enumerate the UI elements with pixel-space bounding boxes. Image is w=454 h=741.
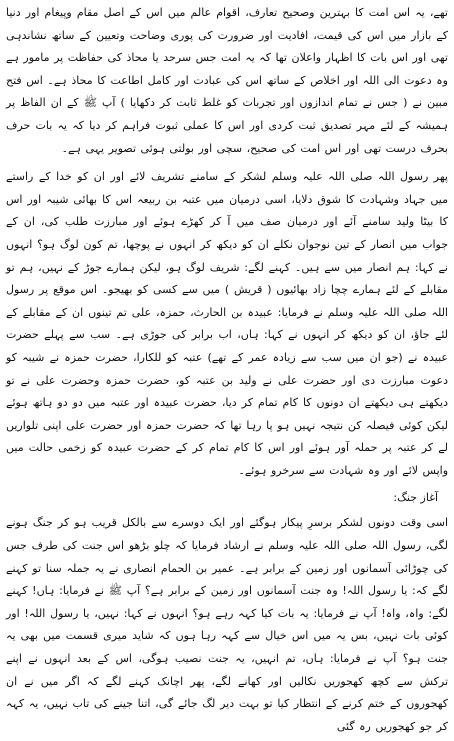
- paragraph-intro: تھے، یہ اس امت کا بہترین وصحیح تعارف، اقوام عالم میں اس کے اصل مقام وپیغام اور دنیا کے بازار میں اس کی قیمت، افادیت اور ضرورت کی پوری وضاحت وتعیین کے ساتھ نشاندہی تھی اور اس بات کا اظہار واعلان تھا کہ یہ امت جس سرحد یا محاذ کی حفاظت پر مامور ہے وہ دعوت الی اللہ اور اخلاص کے ساتھ اس کی عبادت اور کامل اطاعت کا محاذ ہے۔ اس فتح مبین نے ( جس نے تمام اندازوں اور تجربات کو غلط ثابت کر دکھایا ) آپ ﷺ کے ان الفاظ پر ہمیشہ کے لئے مہر تصدیق ثبت کردی اور اس کا عملی ثبوت فراہم کر دیا کہ یہ بات حرف بحرف درست تھی اور اس امت کی صحیح، سچی اور بولتی ہوئی تصویر یہی ہے۔: [6, 6, 448, 155]
- paragraph-battle-start: اسی وقت دونوں لشکر برسرِ پیکار ہوگئے اور ایک دوسرے سے بالکل قریب ہو کر جنگ ہونے لگی، رسول اللہ صلی اللہ علیہ وسلم نے ارشاد فرمایا کہ چلو بڑھو اس جنت کی طرف جس کی چوڑائی آسمانوں اور زمین کے برابر ہے۔ عمیر بن الحمام انصاری نے یہ جملہ سنا تو کہنے لگے کہ: یا رسول اللہ! وہ جنت آسمانوں اور زمین کے برابر ہے؟ آپ ﷺ نے فرمایا: ہاں! کہنے لگے: واہ، واہ! آپ نے فرمایا: یہ بات کیا کہہ رہے ہو؟ انہوں نے کہا: نہیں، یا رسول اللہ! اور کوئی بات نہیں، بس یہ میں اس خیال سے کہہ رہا ہوں کہ شاید میری قسمت میں بھی یہ جنت ہو؟ آپ نے فرمایا: ہاں، تم انہیں، یہ جنت نصیب ہوگی، اس کے بعد انہوں نے اپنے ترکش سے کچھ کھجوریں نکالیں اور کھانے لگے، پھر اچانک کہنے لگے کہ اگر میں نے ان کھجوروں کے ختم کرنے کے انتظار کیا تو بہت دیر لگ جائے گی، اتنا جینے کی تاب نہیں، یہ کہہ کر جو کھجوریں رہ گئی: [6, 516, 448, 733]
- paragraph-duel: پھر رسول اللہ صلی اللہ علیہ وسلم لشکر کے سامنے تشریف لائے اور ان کو خدا کے راستے میں جہاد وشہادت کا شوق دلایا، اسی درمیان میں عتبہ بن ربیعہ اس کا بھائی شیبہ اور اس کا بیٹا ولید سامنے آئے اور درمیان صف میں آ کر کھڑے ہوئے اور مبارزت طلب کی، ان کے جواب میں انصار کے تین نوجوان نکلے ان کو دیکھ کر انہوں نے پوچھا، تم کون لوگ ہو؟ انہوں نے کہا: ہم انصار میں سے ہیں۔ کہنے لگے: شریف لوگ ہو، لیکن ہمارے جوڑ کے نہیں، ہم تو مقابلے کے لئے ہمارے چچا زاد بھائیوں ( قریش ) میں سے کسی کو بھیجو۔ اس موقع پر رسول اللہ صلی اللہ علیہ وسلم نے فرمایا: عبیدہ بن الحارث، حمزہ، علی تم تینوں ان کے مقابلے کے لئے جاؤ، ان کو دیکھ کر انہوں نے کہا: ہاں، اب برابر کی جوڑی ہے۔ سب سے پہلے حضرت عبیدہ نے (جو ان میں سب سے زیادہ عمر کے تھے) عتبہ کو للکارا، حضرت حمزہ نے شیبہ کو دعوت مبارزت دی اور حضرت علی نے ولید بن عتبہ کو، حضرت حمزہ وحضرت علی نے تو دیکھتے ہی دیکھتے ان دونوں کا کام تمام کر دیا، حضرت عبیدہ اور عتبہ میں دو دو ہاتھ ہوئے لیکن کوئی فیصلہ کن نتیجہ نہیں ہو پا رہا تھا کہ حضرت حمزہ اور حضرت علی اپنی تلواریں لے کر عتبہ پر حملہ آور ہوئے اور اس کا کام تمام کر کے حضرت عبیدہ کو زخمی حالت میں واپس لائے اور وہ شہادت سے سرخرو ہوئے۔: [6, 170, 448, 477]
- section-heading: آغاز جنگ:: [393, 491, 438, 505]
